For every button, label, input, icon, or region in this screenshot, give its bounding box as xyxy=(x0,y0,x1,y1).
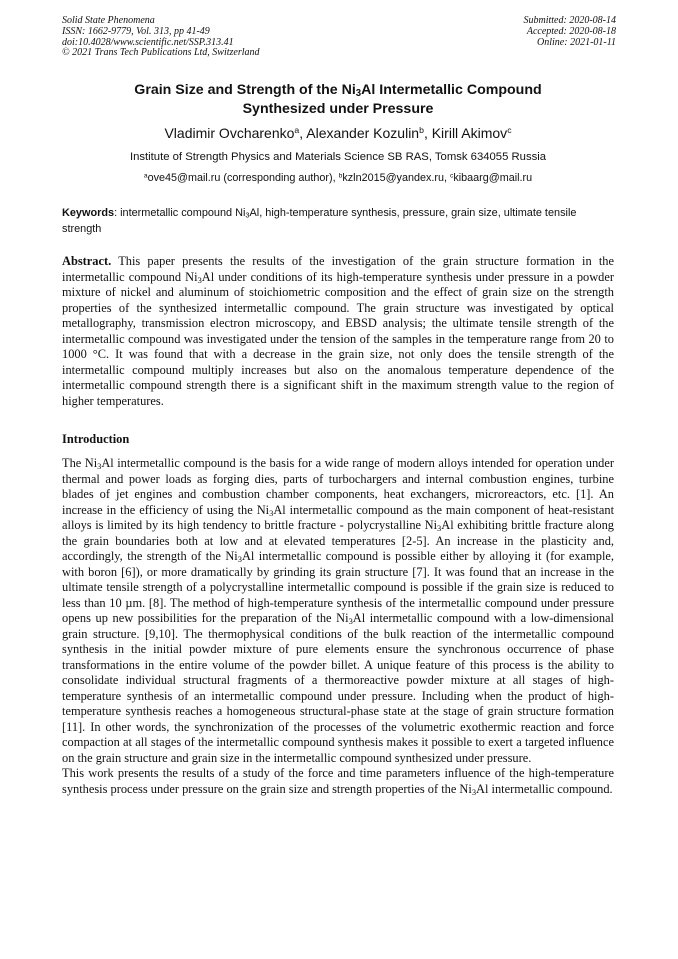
abstract-label: Abstract. xyxy=(62,254,112,268)
intro-paragraph-1: The $Ni_3Al$ intermetallic compound is the basis for a wide range of modern alloys intended for operation under thermal and power loads as forging dies, parts of turbochargers and internal combustion engines, turbine blades of jet engines and combustion chamber components, heat exchangers, microreactors, etc. [1]. An increase in the efficiency of using the $Ni_3Al$ intermetallic compound as the main component of heat-resistant alloys is limited by its high tendency to brittle fracture - polycrystalline $Ni_3Al$ exhibiting brittle fracture along the grain boundaries both at low and at elevated temperatures [2-5]. An increase in the plasticity and, accordingly, the strength of the $Ni_3Al$ intermetallic compound is possible either by alloying it (for example, with boron [6]), or more dramatically by grinding its grain structure [7]. It was found that an increase in the ultimate tensile strength of a polycrystalline intermetallic compound is possible if the grain size is reduced to less than 10 µm. [8]. The method of high-temperature synthesis of the intermetallic compound under pressure opens up new possibilities for the preparation of the $Ni_3Al$ intermetallic compound with a low-dimensional grain structure. [9,10]. The thermophysical conditions of the bulk reaction of the intermetallic compound synthesis in the initial powder mixture of pure elements ensure the synchronous occurrence of phase transformations in the entire volume of the powder billet. A unique feature of this process is the ability to consolidate individual structural fragments of a thermoreactive powder mixture at all stages of high-temperature synthesis of an intermetallic compound under pressure. Including when the product of high-temperature synthesis reaches a homogeneous structural-phase state at the stage of grain structure formation [11]. In other words, the synchronization of the processes of the volumetric exothermic reaction and force compaction at all stages of the intermetallic compound synthesis makes it possible to exert a targeted influence on the grain structure and grain size in the intermetallic compound synthesized under pressure. xyxy=(62,456,615,765)
title-line-1: Grain Size and Strength of the $Ni_3Al$ Intermetallic Compound xyxy=(134,82,542,100)
title-line-2: Synthesized under Pressure xyxy=(242,101,434,117)
submitted-date: Submitted: 2020-08-14 xyxy=(523,15,616,26)
author: Vladimir Ovcharenko$^a$, xyxy=(164,125,307,141)
introduction-body xyxy=(62,456,614,797)
doi: doi:10.4028/www.scientific.net/SSP.313.41 xyxy=(62,36,234,48)
intro-paragraph-2: This work presents the results of a study of the force and time parameters influence of the high-temperature synthesis process under pressure on the grain size and strength properties of the $Ni_3Al$ intermetallic compound. xyxy=(62,766,614,797)
online-date: Online: 2021-01-11 xyxy=(537,36,616,48)
author: Alexander Kozulin$^b$, xyxy=(306,125,432,141)
keywords-label: Keywords xyxy=(62,207,115,219)
journal-name: Solid State Phenomena xyxy=(62,15,155,26)
author-list xyxy=(62,124,614,142)
section-heading-introduction: Introduction xyxy=(62,432,130,446)
author-emails: $^a$ove45@mail.ru (corresponding author), $^b$kzln2015@yandex.ru, $^c$kibaarg@mail.ru xyxy=(143,172,533,184)
institution: Institute of Strength Physics and Materials Science SB RAS, Tomsk 634055 Russia xyxy=(129,151,547,163)
issn-volume: ISSN: 1662-9779, Vol. 313, pp 41-49 xyxy=(62,25,210,37)
publication-dates xyxy=(524,16,617,48)
accepted-date: Accepted: 2020-08-18 xyxy=(526,25,616,37)
author: Kirill Akimov$^c$ xyxy=(431,125,512,141)
paper-title xyxy=(62,81,614,119)
abstract: Abstract. This paper presents the results of the investigation of the grain structure formation in the intermetallic compound $Ni_3Al$ under conditions of its high-temperature synthesis under pressure in a powder mixture of nickel and aluminum of stoichiometric composition and the effect of grain size on the strength properties of the synthesized intermetallic compound. The grain structure was investigated by optical metallography, transmission electron microscopy, and EBSD analysis; the ultimate tensile strength of the intermetallic compound was investigated under the tension of the samples in the temperature range from 20 to 1000 °C. It was found that with a decrease in the grain size, not only does the tensile strength of the intermetallic compound multiply increases but also on the anomalous temperature dependence of the intermetallic compound strength there is a significant shift in the maximum strength value to the region of higher temperatures. xyxy=(62,254,614,408)
keywords: Keywords: intermetallic compound $Ni_3Al$, high-temperature synthesis, pressure, grain size, ultimate tensile strength xyxy=(62,207,577,235)
journal-meta xyxy=(62,16,260,59)
copyright: © 2021 Trans Tech Publications Ltd, Switzerland xyxy=(62,47,260,59)
